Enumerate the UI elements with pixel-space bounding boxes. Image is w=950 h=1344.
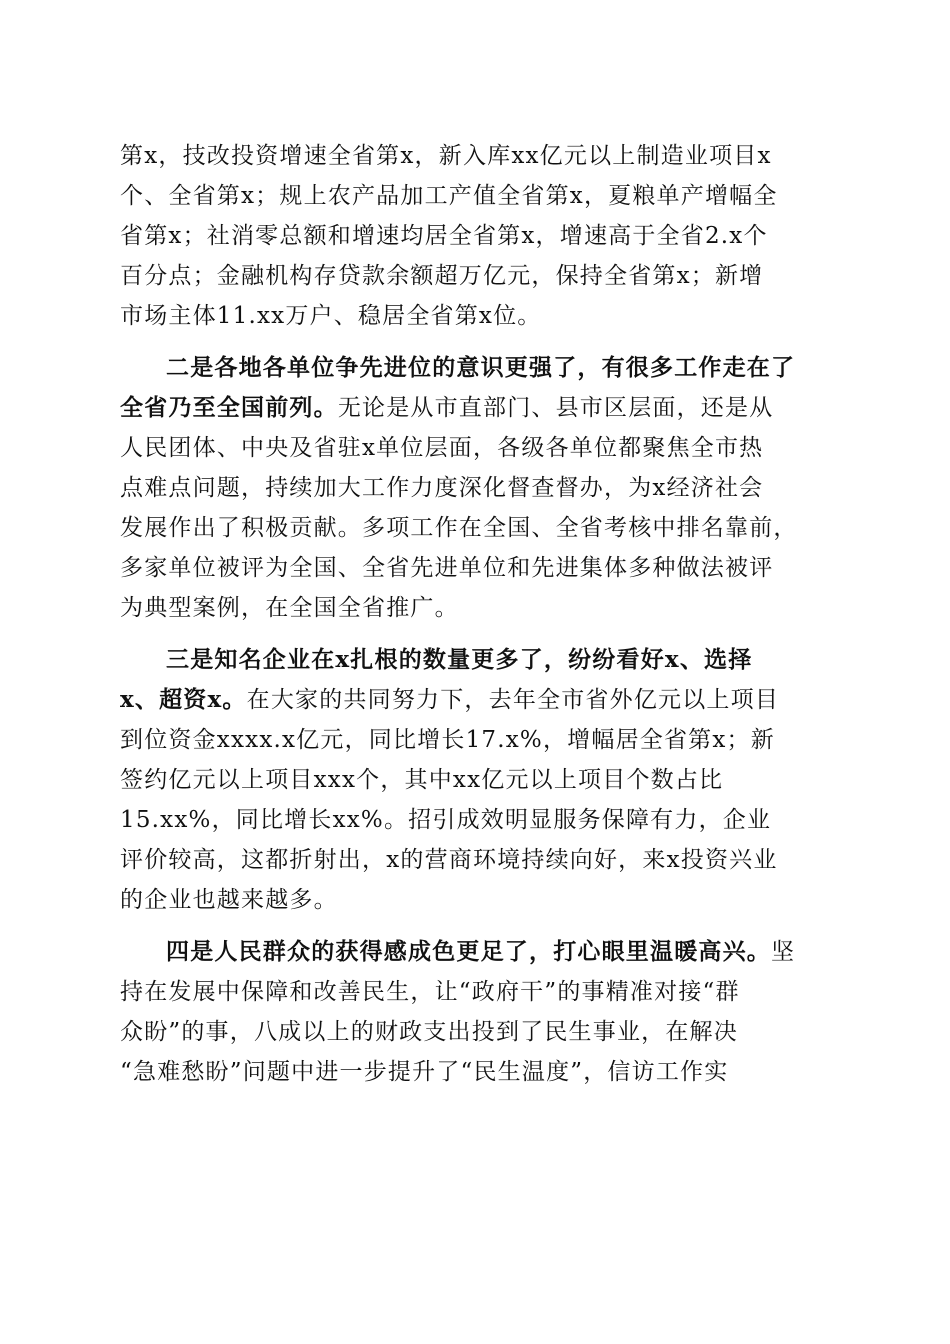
text-line [120,640,832,680]
text-line: 到位资金xxxx.x亿元，同比增长17.x%，增幅居全省第x；新 [120,727,775,753]
text-line: 的企业也越来越多。 [120,887,338,913]
text-line: “急难愁盼”问题中进一步提升了“民生温度”，信访工作实 [120,1059,729,1085]
text-line: 评价较高，这都折射出，x的营商环境持续向好，来x投资兴业 [120,847,778,873]
paragraph-lead-heading-cont: 全省乃至全国前列。 [120,394,338,421]
text-line [120,348,832,388]
text-segment: 无论是从市直部门、县市区层面，还是从 [337,395,774,421]
text-line [120,388,832,428]
text-line: 市场主体11.xx万户、稳居全省第x位。 [120,303,542,329]
text-line: 多家单位被评为全国、全省先进单位和先进集体多种做法被评 [120,555,774,581]
paragraph-point-three [120,640,832,920]
paragraph-lead-heading: 三是知名企业在x扎根的数量更多了，纷纷看好x、选择 [166,646,753,673]
paragraph-point-four [120,932,832,1092]
text-line: 个、全省第x；规上农产品加工产值全省第x，夏粮单产增幅全 [120,183,778,209]
text-line: 15.xx%，同比增长xx%。招引成效明显服务保障有力，企业 [120,807,772,833]
text-segment: 坚 [771,939,796,965]
text-line: 为典型案例，在全国全省推广。 [120,595,459,621]
text-line [120,932,832,972]
text-line: 第x，技改投资增速全省第x，新入库xx亿元以上制造业项目x [120,143,772,169]
text-line: 省第x；社消零总额和增速均居全省第x，增速高于全省2.x个 [120,223,768,249]
paragraph-lead-heading: 二是各地各单位争先进位的意识更强了，有很多工作走在了 [166,354,796,381]
text-line: 持在发展中保障和改善民生，让“政府干”的事精准对接“群 [120,979,740,1005]
document-body [120,136,832,1104]
paragraph-lead-heading: 四是人民群众的获得感成色更足了，打心眼里温暖高兴。 [166,938,771,965]
paragraph-point-two [120,348,832,628]
text-line [120,680,832,720]
paragraph-lead-heading-cont: x、超资x。 [120,686,247,713]
text-line: 众盼”的事，八成以上的财政支出投到了民生事业，在解决 [120,1019,738,1045]
text-line: 签约亿元以上项目xxx个，其中xx亿元以上项目个数占比 [120,767,724,793]
paragraph-economic-rankings [120,136,832,336]
text-segment: 在大家的共同努力下，去年全市省外亿元以上项目 [246,687,780,713]
text-line: 百分点；金融机构存贷款余额超万亿元，保持全省第x；新增 [120,263,764,289]
text-line: 点难点问题，持续加大工作力度深化督查督办，为x经济社会 [120,475,764,501]
text-line: 人民团体、中央及省驻x单位层面，各级各单位都聚焦全市热 [120,435,764,461]
text-line: 发展作出了积极贡献。多项工作在全国、全省考核中排名靠前， [120,515,798,541]
